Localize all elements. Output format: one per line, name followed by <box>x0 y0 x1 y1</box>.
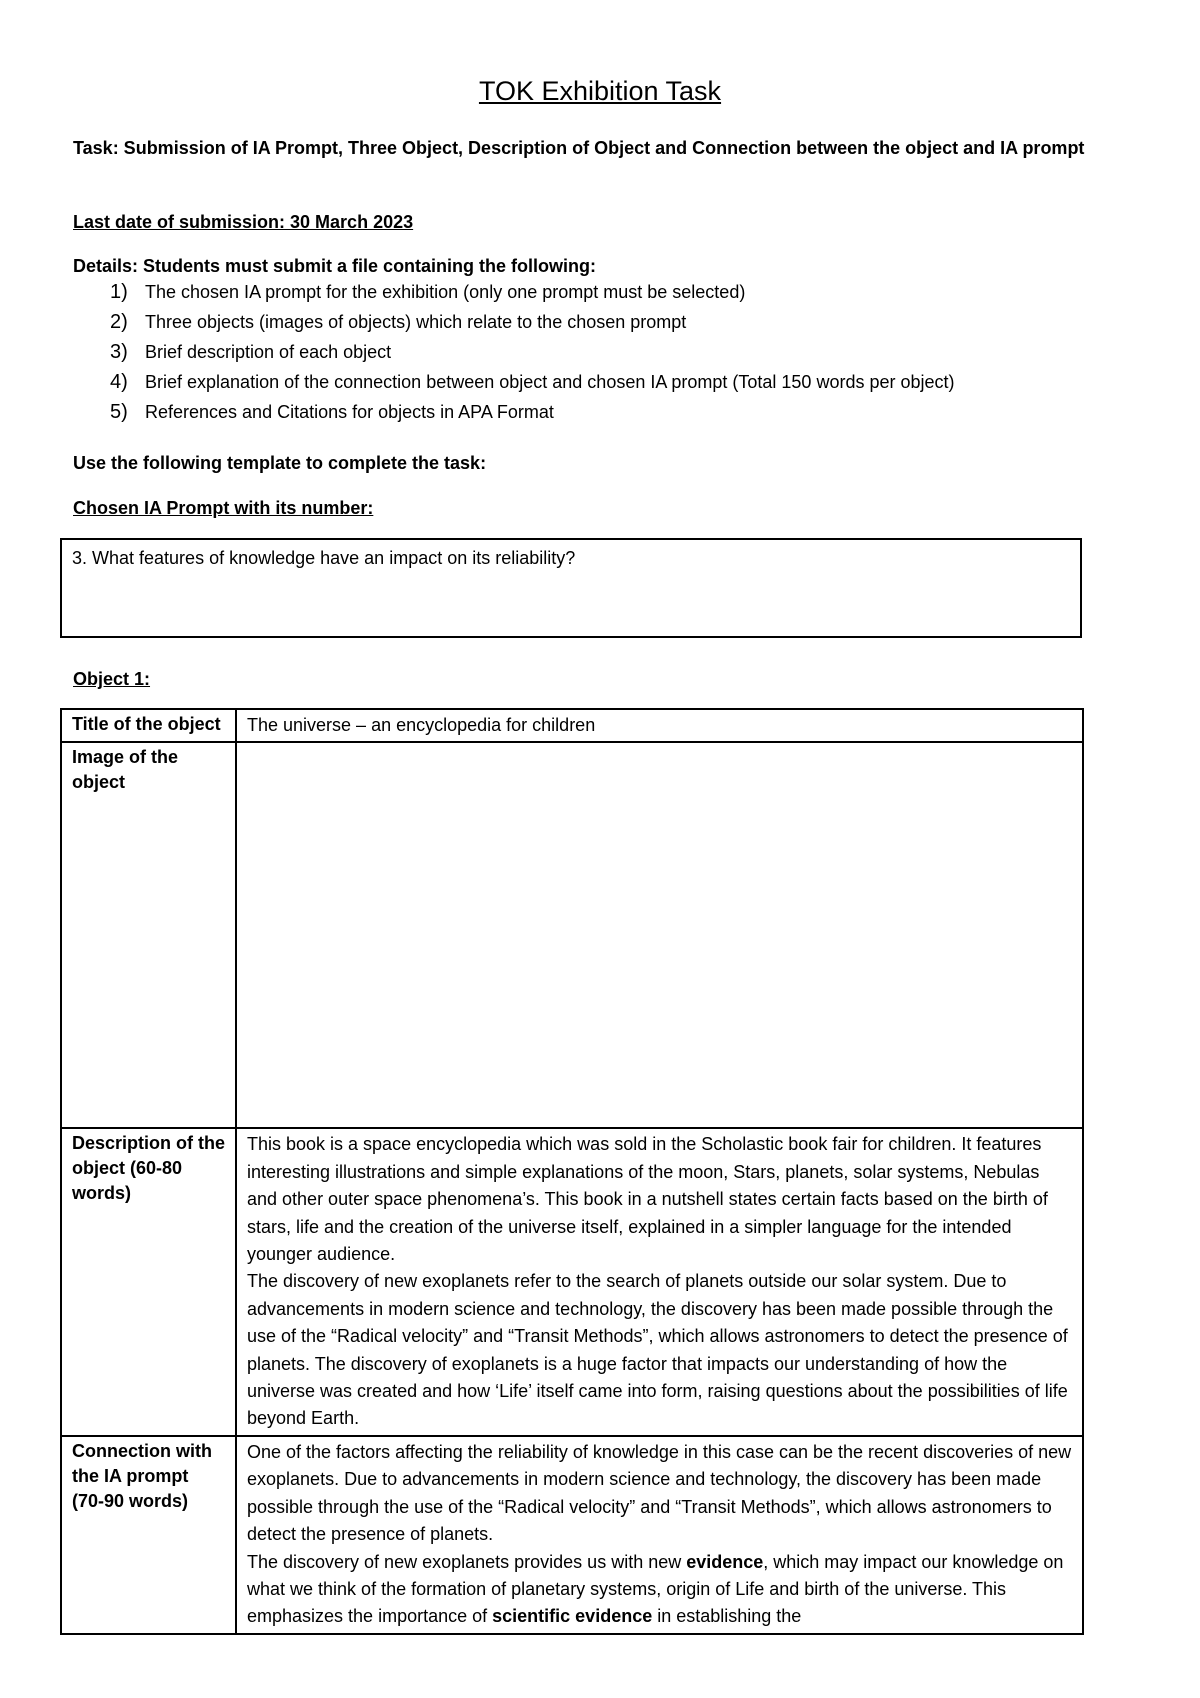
list-item-text: References and Citations for objects in APA Format <box>145 402 554 422</box>
details-item <box>73 307 955 337</box>
description-cell <box>236 1128 1083 1435</box>
details-list <box>73 277 955 427</box>
list-item-text: Brief explanation of the connection between object and chosen IA prompt (Total 150 words per object) <box>145 372 955 392</box>
connection-paragraph: One of the factors affecting the reliability of knowledge in this case can be the recent discoveries of new exoplanets. Due to advancements in modern science and technology, the discovery has been made possible through the use of the “Radical velocity” and “Transit Methods”, which allows astronomers to detect the presence of planets. <box>247 1441 1072 1545</box>
prompt-box <box>60 538 1082 638</box>
table-row-description <box>61 1128 1083 1435</box>
connection-text: The discovery of new exoplanets provides us with new <box>247 1551 687 1572</box>
details-item <box>73 367 955 397</box>
emphasis-evidence: evidence <box>686 1551 764 1572</box>
details-item <box>73 397 955 427</box>
template-instruction: Use the following template to complete the task: <box>73 453 487 473</box>
list-number: 3) <box>110 341 128 363</box>
description-label: Description of the object (60-80 words) <box>61 1128 236 1435</box>
table-row-image <box>61 742 1083 1128</box>
prompt-text: 3. What features of knowledge have an impact on its reliability? <box>72 548 576 568</box>
table-row-connection <box>61 1436 1083 1634</box>
list-item-text: The chosen IA prompt for the exhibition (only one prompt must be selected) <box>145 282 746 302</box>
details-intro: Details: Students must submit a file containing the following: <box>73 256 597 276</box>
connection-paragraph <box>247 1549 1072 1631</box>
connection-label: Connection with the IA prompt (70-90 words) <box>61 1436 236 1634</box>
object-heading: Object 1: <box>73 669 151 689</box>
image-cell <box>236 742 1083 1128</box>
list-number: 1) <box>110 281 128 303</box>
deadline: Last date of submission: 30 March 2023 <box>73 212 414 232</box>
image-label: Image of the object <box>61 742 236 1128</box>
list-number: 5) <box>110 401 128 423</box>
details-item <box>73 337 955 367</box>
description-paragraph: The discovery of new exoplanets refer to the search of planets outside our solar system. Due to advancements in modern science and technology, the discovery has been made possible through the use of the “Radical velocity” and “Transit Methods”, which allows astronomers to detect the presence of planets. The discovery of exoplanets is a huge factor that impacts our understanding of how the universe was created and how ‘Life’ itself came into form, raising questions about the possibilities of life beyond Earth. <box>247 1271 1068 1429</box>
connection-cell <box>236 1436 1083 1634</box>
object-table <box>60 708 1084 1635</box>
list-item-text: Three objects (images of objects) which relate to the chosen prompt <box>145 312 687 332</box>
details-item <box>73 277 955 307</box>
title-value: The universe – an encyclopedia for children <box>236 709 1083 742</box>
prompt-heading: Chosen IA Prompt with its number: <box>73 498 374 518</box>
description-paragraph: This book is a space encyclopedia which was sold in the Scholastic book fair for children. It features interesting illustrations and simple explanations of the moon, Stars, planets, solar systems, Nebulas and other outer space phenomena’s. This book in a nutshell states certain facts based on the birth of stars, life and the creation of the universe itself, explained in a simpler language for the intended younger audience. <box>247 1134 1048 1265</box>
table-row-title <box>61 709 1083 742</box>
task-line: Task: Submission of IA Prompt, Three Object, Description of Object and Connection between the object and IA prompt <box>73 138 1085 158</box>
title-label: Title of the object <box>61 709 236 742</box>
document-title: TOK Exhibition Task <box>478 76 722 106</box>
list-number: 4) <box>110 371 128 393</box>
emphasis-scientific-evidence: scientific evidence <box>492 1606 653 1627</box>
list-number: 2) <box>110 311 128 333</box>
connection-text: in establishing the <box>652 1606 802 1627</box>
connection-text: , which may impact our knowledge on what we think of the formation of planetary systems, origin of Life and birth of the universe. This emphasizes the importance of <box>247 1551 1064 1627</box>
list-item-text: Brief description of each object <box>145 342 392 362</box>
